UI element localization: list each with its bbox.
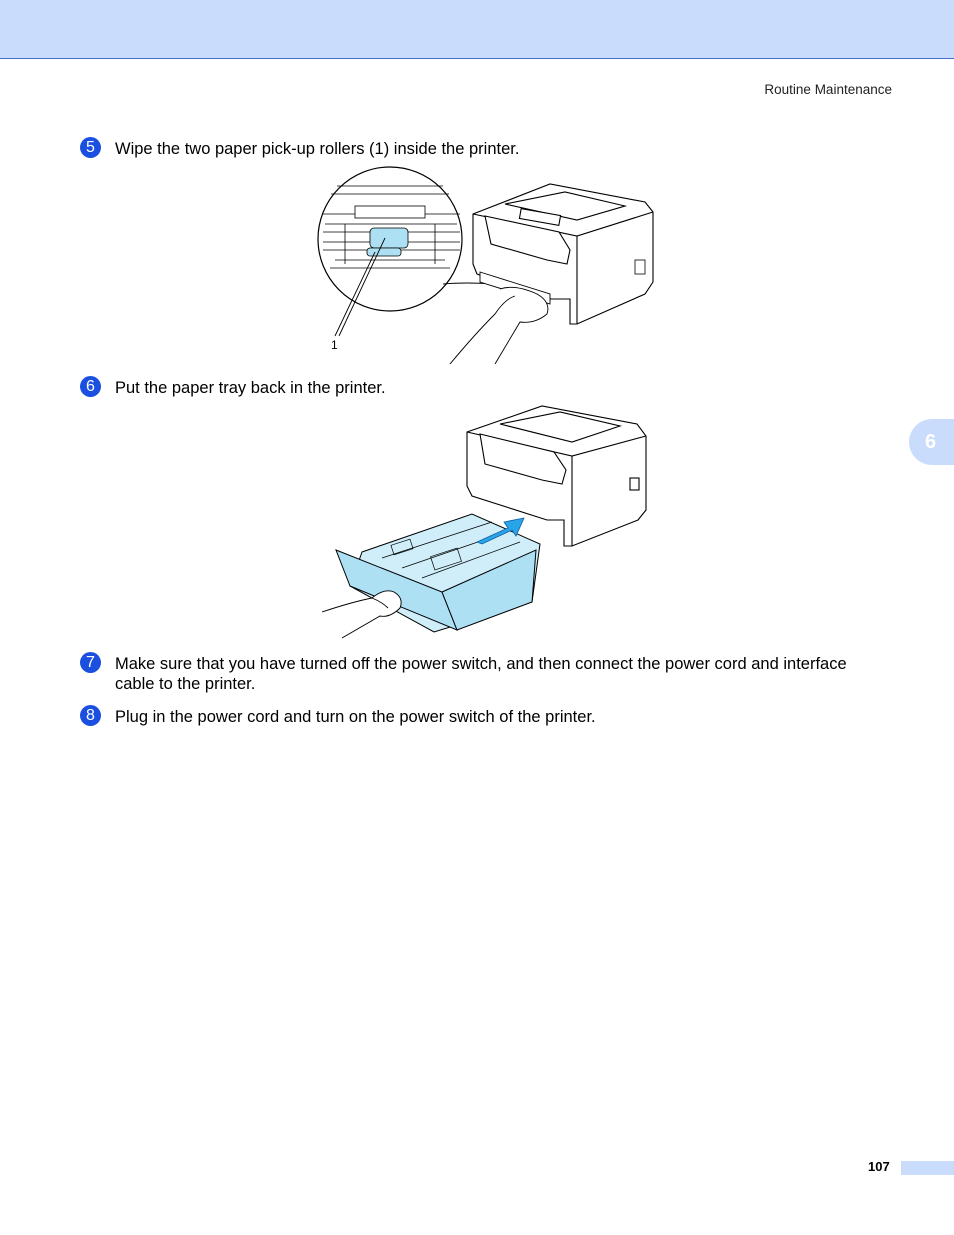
- step-5: [80, 139, 885, 159]
- printer-rollers-illustration: [315, 164, 660, 364]
- header-band: [0, 0, 954, 59]
- chapter-tab: 6: [909, 419, 954, 465]
- callout-label: 1: [331, 338, 338, 352]
- step-number-badge: 5: [80, 137, 101, 158]
- step-number-badge: 8: [80, 705, 101, 726]
- step-8: [80, 707, 885, 727]
- step-number-badge: 6: [80, 376, 101, 397]
- step-text: Put the paper tray back in the printer.: [115, 379, 386, 397]
- step-text: Make sure that you have turned off the power switch, and then connect the power cord and interface cable to the printer.: [115, 655, 847, 693]
- step-text: Plug in the power cord and turn on the power switch of the printer.: [115, 708, 596, 726]
- section-title: Routine Maintenance: [764, 82, 892, 97]
- step-7: [80, 654, 885, 694]
- insert-paper-tray-illustration: [322, 402, 652, 642]
- hand-illustration: [322, 591, 401, 638]
- step-6: [80, 378, 885, 398]
- footer-bar: [901, 1161, 954, 1175]
- step-text: Wipe the two paper pick-up rollers (1) inside the printer.: [115, 140, 520, 158]
- step-number-badge: 7: [80, 652, 101, 673]
- page-number: 107: [868, 1159, 890, 1174]
